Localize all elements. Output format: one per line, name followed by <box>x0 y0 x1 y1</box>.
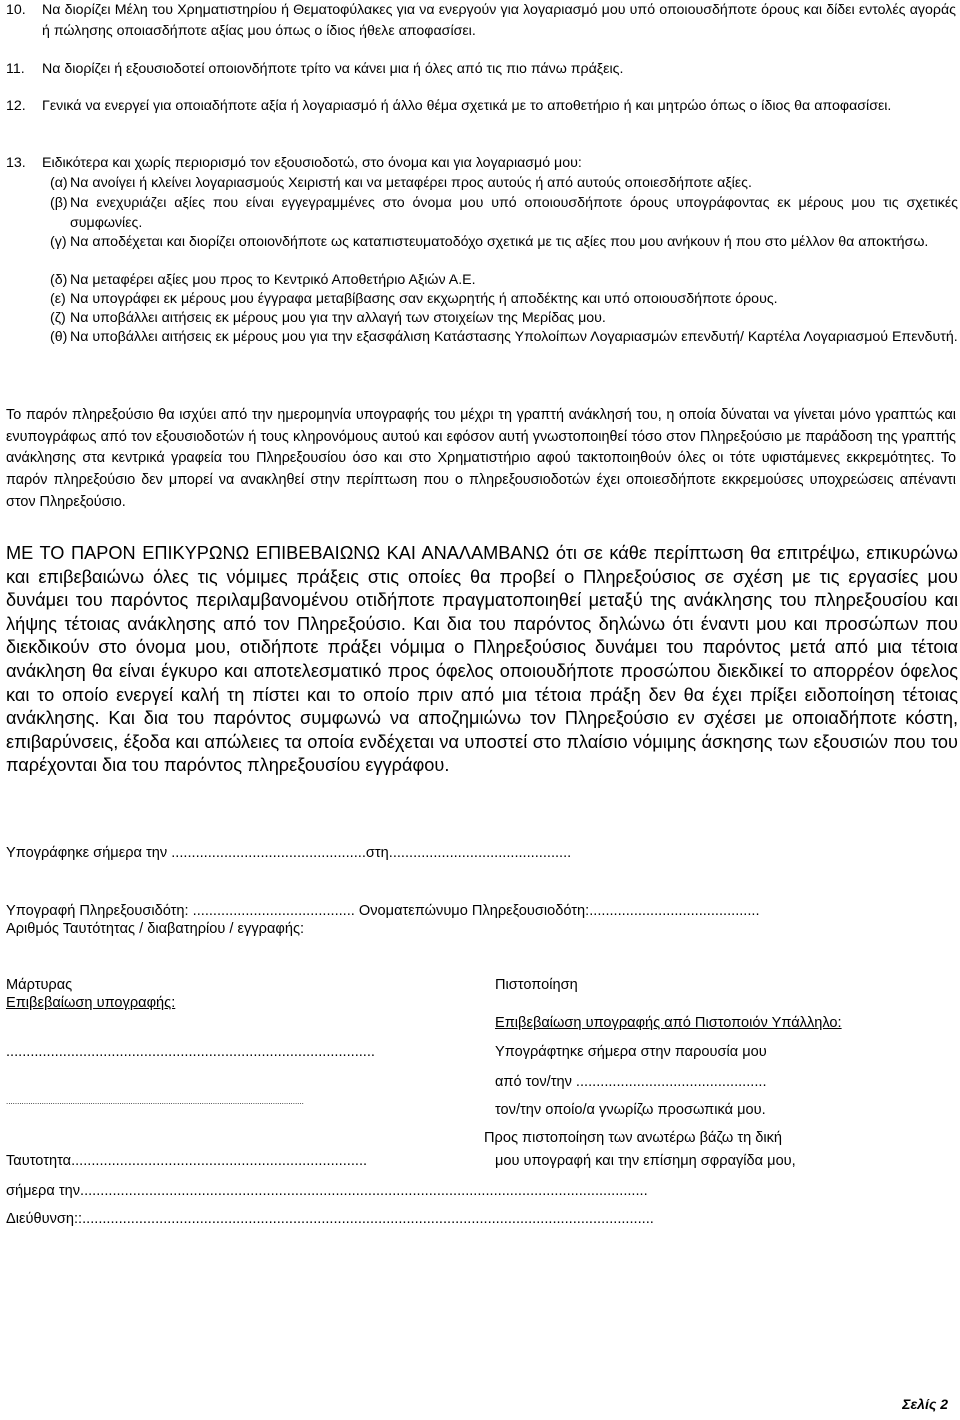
confirmation-heading: ΜΕ ΤΟ ΠΑΡΟΝ ΕΠΙΚΥΡΩΝΩ ΕΠΙΒΕΒΑΙΩΝΩ ΚΑΙ ΑΝΑΛΑΜΒΑΝΩ <box>6 543 550 563</box>
subclause-text: Να ενεχυριάζει αξίες που είναι εγγεγραμμένες στο όνομα μου υπό οποιουσδήποτε όρους υπογράφοντας εκ μέρους μου τις σχετικές συμφωνίες. <box>70 195 958 231</box>
subclause-text: Να υποβάλλει αιτήσεις εκ μέρους μου για την αλλαγή των στοιχείων της Μερίδας μου. <box>70 310 606 326</box>
subclause-label: (γ) <box>50 234 67 250</box>
certification-line-5: μου υπογραφή και την επίσημη σφραγίδα μου, <box>495 1153 796 1169</box>
witness-address-line: Διεύθυνση::............................................................................................................................................. <box>6 1211 654 1227</box>
subclause-th <box>50 327 958 347</box>
subclause-text: Να ανοίγει ή κλείνει λογαριασμούς Χειριστή και να μεταφέρει προς αυτούς ή από αυτούς οποιεσδήποτε αξίες. <box>70 175 752 191</box>
certification-title: Πιστοποίηση <box>495 977 578 993</box>
witness-confirm-heading: Επιβεβαίωση υπογραφής: <box>6 995 176 1011</box>
subclause-a <box>50 173 958 193</box>
subclause-label: (α) <box>50 175 68 191</box>
subclause-e <box>50 289 958 309</box>
certification-line-4: Προς πιστοποίηση των ανωτέρω βάζω τη δική <box>484 1130 783 1146</box>
subclause-text: Να αποδέχεται και διορίζει οποιονδήποτε ως καταπιστευματοδόχο σχετικά με τις αξίες που μου ανήκουν ή που στο μέλλον θα αποκτήσω. <box>70 234 929 250</box>
subclause-label: (θ) <box>50 329 68 345</box>
clause-number: 11. <box>6 61 25 77</box>
clause-12 <box>6 96 956 117</box>
clause-text: Να διορίζει ή εξουσιοδοτεί οποιονδήποτε τρίτο να κάνει μια ή όλες από τις πιο πάνω πράξεις. <box>42 61 624 77</box>
subclause-c <box>50 232 958 252</box>
subclause-label: (δ) <box>50 272 68 288</box>
subclause-text: Να υπογράφει εκ μέρους μου έγγραφα μεταβίβασης σαν εκχωρητής ή αποδέκτης και υπό οποιουσδήποτε όρους. <box>70 291 778 307</box>
witness-date-line: σήμερα την............................................................................................................................................ <box>6 1183 648 1199</box>
subclause-label: (ζ) <box>50 310 66 326</box>
certification-confirm-heading: Επιβεβαίωση υπογραφής από Πιστοποιόν Υπάλληλο: <box>495 1015 842 1031</box>
clause-number: 13. <box>6 155 26 171</box>
witness-id-line: Ταυτοτητα......................................................................... <box>6 1153 368 1169</box>
certification-line-1: Υπογράφτηκε σήμερα στην παρουσία μου <box>495 1044 767 1060</box>
signature-line: Υπογραφή Πληρεξουσιδότη: ........................................ Ονοματεπώνυμο Πληρεξουσιοδότη:.......................................... <box>6 903 760 919</box>
certification-line-2: από τον/την ............................................... <box>495 1074 767 1090</box>
clause-text: Ειδικότερα και χωρίς περιορισμό τον εξουσιοδοτώ, στο όνομα και για λογαριασμό μου: <box>42 155 582 171</box>
signed-date-line: Υπογράφηκε σήμερα την ................................................στη............................................. <box>6 845 572 861</box>
subclause-d <box>50 270 958 290</box>
id-number-line: Αριθμός Ταυτότητας / διαβατηρίου / εγγραφής: <box>6 921 305 937</box>
validity-paragraph: Το παρόν πληρεξούσιο θα ισχύει από την ημερομηνία υπογραφής του μέχρι τη γραπτή ανάκλησή του, η οποία δύναται να γίνεται μόνο γραπτώς και ενυπογράφως από τον εξουσιοδοτών ή τους κληρονόμους αυτού και εφόσον αυτή γνωστοποιηθεί τόσο στον Πληρεξούσιο με παράδοση της γραπτής ανάκλησης στα κεντρικά γραφεία του Πληρεξουσίου όσο και στο Χρηματιστήριο αφού τακτοποιηθούν όλες οι τότε υφιστάμενες εκκρεμότητες. Το παρόν πληρεξούσιο δεν μπορεί να ανακληθεί στην περίπτωση που ο πληρεξουσιοδοτών έχει οποιεσδήποτε εκκρεμούσες υποχρεώσεις απέναντι στον Πληρεξούσιο. <box>6 407 956 510</box>
witness-signature-dots: ........................................................................................... <box>6 1044 375 1060</box>
clause-number: 12. <box>6 98 26 114</box>
subclause-text: Να υποβάλλει αιτήσεις εκ μέρους μου για την εξασφάλιση Κατάστασης Υπολοίπων Λογαριασμών επενδυτή/ Καρτέλα Λογαριασμού Επενδυτή. <box>70 329 958 345</box>
clause-13 <box>6 153 956 174</box>
clause-text: Να διορίζει Μέλη του Χρηματιστηρίου ή Θεματοφύλακες για να ενεργούν για λογαριασμό μου υπό οποιουσδήποτε όρους και δίδει εντολές αγοράς ή πώλησης οποιασδήποτε αξίας μου όπως ο ίδιος ήθελε αποφασίσει. <box>42 2 956 39</box>
witness-name-dots: ...................................................................................................................................... <box>6 1097 304 1106</box>
subclause-label: (β) <box>50 195 68 211</box>
subclause-label: (ε) <box>50 291 66 307</box>
confirmation-paragraph <box>6 542 958 778</box>
clause-text: Γενικά να ενεργεί για οποιαδήποτε αξία ή λογαριασμό ή άλλο θέμα σχετικά με το αποθετήριο ή και μητρώο όπως ο ίδιος θα αποφασίσει. <box>42 98 892 114</box>
clause-number: 10. <box>6 2 26 18</box>
confirmation-text: ότι σε κάθε περίπτωση θα επιτρέψω, επικυρώνω και επιβεβαιώνω όλες τις νόμιμες πράξεις στις οποίες θα προβεί ο Πληρεξούσιος σε σχέση με τις εργασίες μου δυνάμει του παρόντος περιλαμβανομένου οτιδήποτε πραγματοποιηθεί μεταξύ της ανάκλησης του πληρεξουσίου και λήψης τέτοιας ανάκλησης από τον Πληρεξούσιο. Και δια του παρόντος δηλώνω ότι έναντι μου και προσώπων που διεκδικούν στο όνομα μου, οτιδήποτε πράξει νόμιμα ο Πληρεξούσιος δυνάμει του παρόντος μετά από μια τέτοια ανάκληση θα είναι έγκυρο και αποτελεσματικό προς όφελος οποιουδήποτε προσώπου διεκδικεί το απορρέον όφελος και το οποίο ενεργεί καλή τη πίστει και το οποίο πριν από μια τέτοια πράξη δεν θα έχει πρίξει ειδοποίηση τέτοιας ανάκλησης. Και δια του παρόντος συμφωνώ να αποζημιώνω τον Πληρεξούσιο εν σχέσει με οποιαδήποτε κόστη, επιβαρύνσεις, έξοδα και απώλειες τα οποία ενδέχεται να υποστεί στο πλαίσιο νόμιμης άσκησης των εξουσιών που του παρέχονται δια του παρόντος πληρεξουσίου εγγράφου. <box>6 543 959 776</box>
certification-line-3: τον/την οποίο/α γνωρίζω προσωπικά μου. <box>495 1102 766 1118</box>
subclause-b <box>50 193 958 233</box>
witness-title: Μάρτυρας <box>6 977 73 993</box>
subclause-z <box>50 308 958 328</box>
subclause-text: Να μεταφέρει αξίες μου προς το Κεντρικό Αποθετήριο Αξιών Α.Ε. <box>70 272 476 288</box>
clause-10 <box>6 0 956 42</box>
clause-11 <box>6 59 956 80</box>
page-number: Σελίς 2 <box>902 1396 948 1412</box>
